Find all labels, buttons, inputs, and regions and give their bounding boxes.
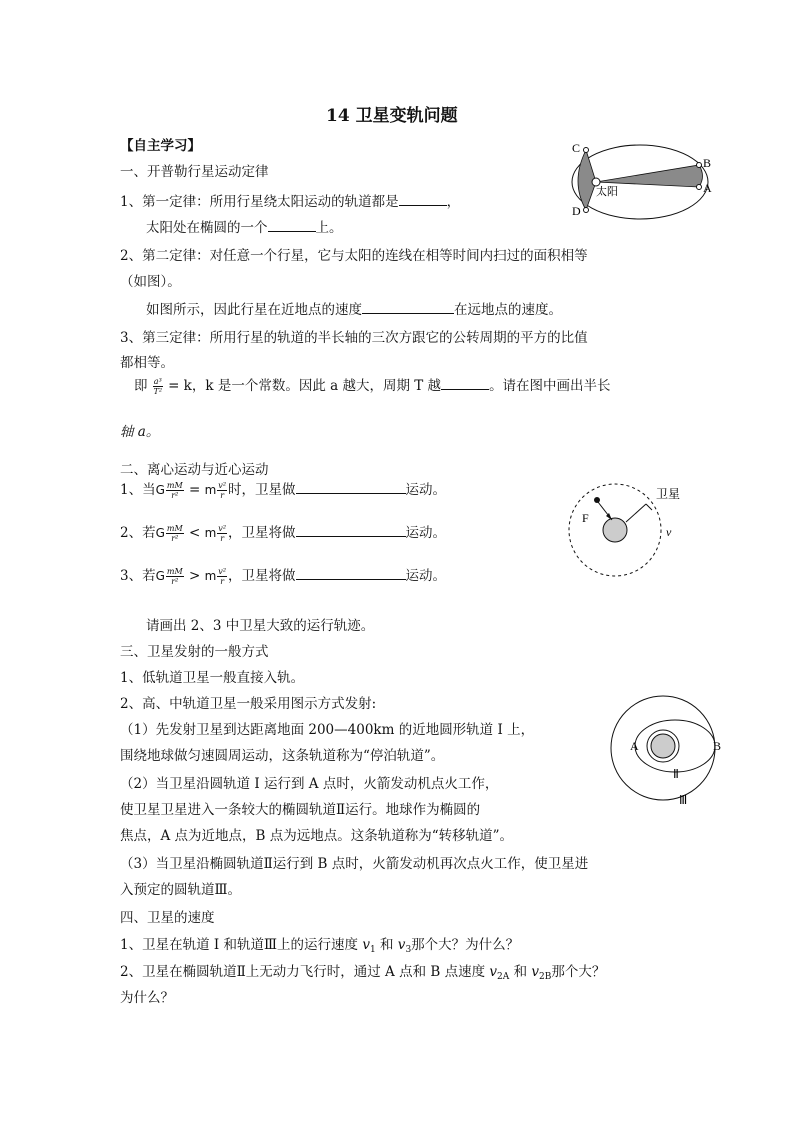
condition-row-greater: 3、若G $\frac{mM}{\text{r²}}$ > m $\frac{\text{v²}}{r}$ ，卫星将做 运动。 [120, 567, 447, 586]
kepler-area-diagram [560, 140, 720, 225]
kepler-fraction: $\frac{\text{a³}}{\text{T²}}$ [153, 377, 163, 396]
label-B: B [703, 156, 712, 170]
s3-para1a: （1）先发射卫星到达距离地面 200—400km 的近地圆形轨道 Ⅰ 上， [120, 722, 535, 738]
s3-line1: 1、低轨道卫星一般直接入轨。 [120, 670, 305, 686]
s1-line3b: 都相等。 [120, 355, 174, 371]
blank [268, 217, 316, 232]
s4-question2: 2、卫星在椭圆轨道Ⅱ上无动力飞行时，通过 A 点和 B 点速度 $v_{2A}$ 和 $v_{2B}$那个大？ [120, 964, 606, 982]
gravity-constant: G [155, 483, 165, 497]
label-A: A [630, 739, 639, 753]
s4-heading: 四、卫星的速度 [120, 910, 215, 926]
point-C [584, 148, 589, 153]
satellite-force-diagram [560, 480, 700, 580]
s3-para3a: （3）当卫星沿椭圆轨道Ⅱ运行到 B 点时，火箭发动机再次点火工作，使卫星进 [120, 856, 589, 872]
s1-line2a: 2、第二定律：对任意一个行星，它与太阳的连线在相等时间内扫过的面积相等 [120, 248, 588, 264]
relation-symbol: = [188, 482, 201, 498]
mass-symbol: m [204, 569, 217, 583]
s2-heading: 二、离心运动与近心运动 [120, 462, 269, 478]
gravity-fraction: $\frac{mM}{\text{r²}}$ [166, 524, 183, 543]
condition-row-less: 2、若G $\frac{mM}{\text{r²}}$ < m $\frac{\text{v²}}{r}$ ，卫星将做 运动。 [120, 524, 447, 543]
s3-heading: 三、卫星发射的一般方式 [120, 644, 269, 660]
relation-symbol: < [188, 525, 201, 541]
s2-draw-note: 请画出 2、3 中卫星大致的运行轨迹。 [146, 618, 375, 634]
pointer-line [626, 504, 646, 522]
s1-line3d: 轴 a。 [120, 424, 160, 440]
mass-symbol: m [204, 526, 217, 540]
blank [441, 375, 489, 390]
s1-line3c: 即 $\frac{\text{a³}}{\text{T²}}$ = k，k 是一个常数。因此 a 越大，周期 T 越 。请在图中画出半长 [134, 377, 611, 396]
earth-circle [603, 518, 627, 542]
blank [399, 191, 447, 206]
blank [296, 565, 406, 580]
relation-symbol: > [188, 568, 201, 584]
label-II: Ⅱ [673, 767, 679, 781]
section-header: 【自主学习】 [120, 138, 201, 154]
s3-para3b: 入预定的圆轨道Ⅲ。 [120, 882, 242, 898]
s1-line3a: 3、第三定律：所用行星的轨道的半长轴的三次方跟它的公转周期的平方的比值 [120, 330, 588, 346]
label-A: A [703, 181, 712, 195]
condition-row-equal: 1、当G $\frac{mM}{\text{r²}}$ = m $\frac{\text{v²}}{r}$ 时，卫星做 运动。 [120, 481, 447, 500]
label-v: v [666, 525, 672, 539]
centripetal-fraction: $\frac{\text{v²}}{r}$ [218, 567, 227, 586]
blank [362, 299, 454, 314]
velocity-tick [646, 504, 652, 510]
label-D: D [572, 204, 581, 218]
s3-para2b: 使卫星卫星进入一条较大的椭圆轨道Ⅱ运行。地球作为椭圆的 [120, 802, 481, 818]
centripetal-fraction: $\frac{\text{v²}}{r}$ [218, 524, 227, 543]
centripetal-fraction: $\frac{\text{v²}}{r}$ [218, 481, 227, 500]
s1-line2c: 如图所示，因此行星在近地点的速度 在远地点的速度。 [146, 298, 562, 318]
label-III: Ⅲ [679, 793, 688, 807]
s3-line2: 2、高、中轨道卫星一般采用图示方式发射: [120, 696, 377, 712]
page-title: 14 卫星变轨问题 [326, 106, 458, 126]
swept-area-right [596, 165, 703, 187]
s1-line1b: 太阳处在椭圆的一个 上。 [146, 216, 343, 236]
label-F: F [582, 511, 589, 525]
label-B: B [713, 739, 722, 753]
s4-question2b: 为什么？ [120, 990, 174, 1006]
sun-dot [592, 178, 600, 186]
s3-para2a: （2）当卫星沿圆轨道 Ⅰ 运行到 A 点时，火箭发动机点火工作， [120, 776, 499, 792]
s1-heading: 一、开普勒行星运动定律 [120, 164, 269, 180]
s3-para2c: 焦点，A 点为近地点，B 点为远地点。这条轨道称为“转移轨道”。 [120, 828, 514, 844]
gravity-constant: G [155, 569, 165, 583]
blank [296, 522, 406, 537]
gravity-fraction: $\frac{mM}{\text{r²}}$ [166, 567, 183, 586]
earth-circle [651, 734, 675, 758]
s4-question1: 1、卫星在轨道 Ⅰ 和轨道Ⅲ上的运行速度 $v_1$ 和 $v_3$那个大？为什么？ [120, 937, 520, 955]
label-sun: 太阳 [596, 186, 618, 198]
gravity-constant: G [155, 526, 165, 540]
mass-symbol: m [204, 483, 217, 497]
label-satellite: 卫星 [656, 487, 681, 501]
s3-para1b: 围绕地球做匀速圆周运动，这条轨道称为“停泊轨道”。 [120, 748, 445, 764]
point-D [584, 208, 589, 213]
s1-line2b: （如图）。 [120, 274, 181, 290]
label-C: C [572, 141, 581, 155]
point-B [697, 163, 702, 168]
point-A [697, 185, 702, 190]
s1-line1a: 1、第一定律：所用行星绕太阳运动的轨道都是 ， [120, 190, 460, 210]
satellite-dot [594, 497, 600, 503]
orbit-transfer-diagram [605, 690, 730, 810]
gravity-fraction: $\frac{mM}{\text{r²}}$ [166, 481, 183, 500]
blank [296, 479, 406, 494]
